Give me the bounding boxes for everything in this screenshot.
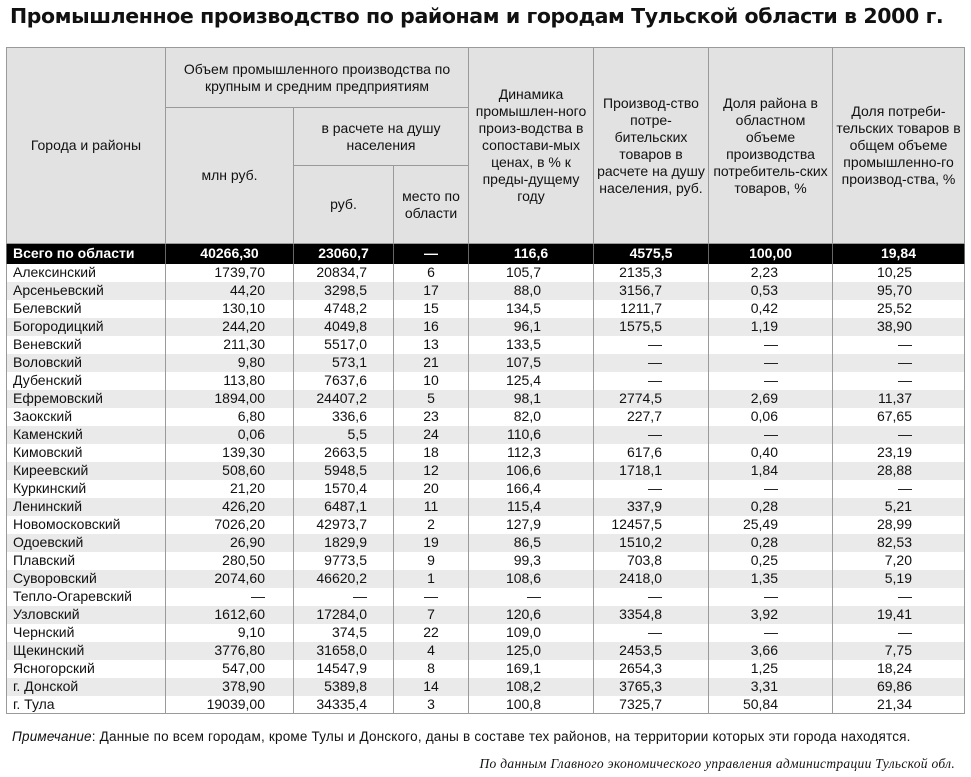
table-cell: 3765,3 [594, 678, 709, 696]
row-label: Ефремовский [7, 390, 166, 408]
table-cell: 3 [394, 696, 469, 714]
table-row [7, 588, 965, 606]
table-row [7, 462, 965, 480]
table-cell: 19,84 [833, 244, 965, 264]
table-cell: 703,8 [594, 552, 709, 570]
header-rub: руб. [294, 166, 394, 244]
table-cell: 44,20 [166, 282, 294, 300]
table-cell: 7 [394, 606, 469, 624]
table-cell: — [709, 480, 833, 498]
row-label: Новомосковский [7, 516, 166, 534]
table-row [7, 372, 965, 390]
table-cell: 1894,00 [166, 390, 294, 408]
table-cell: 2 [394, 516, 469, 534]
table-cell: 14 [394, 678, 469, 696]
table-cell: 20834,7 [294, 264, 394, 282]
row-label: Всего по области [7, 244, 166, 264]
footnote-text: : Данные по всем городам, кроме Тулы и Донского, даны в составе тех районов, на территории которых эти города находятся. [91, 729, 911, 744]
row-label: Дубенский [7, 372, 166, 390]
table-cell: 19 [394, 534, 469, 552]
table-cell: 2453,5 [594, 642, 709, 660]
table-cell: 280,50 [166, 552, 294, 570]
table-row [7, 534, 965, 552]
table-cell: — [394, 588, 469, 606]
table-cell: 547,00 [166, 660, 294, 678]
row-label: Богородицкий [7, 318, 166, 336]
table-cell: 5,21 [833, 498, 965, 516]
table-cell: 11,37 [833, 390, 965, 408]
table-cell: 28,88 [833, 462, 965, 480]
row-label: Белевский [7, 300, 166, 318]
table-cell: 166,4 [469, 480, 594, 498]
table-cell: 105,7 [469, 264, 594, 282]
table-cell: 21,34 [833, 696, 965, 714]
table-cell: 95,70 [833, 282, 965, 300]
table-cell: 2418,0 [594, 570, 709, 588]
table-cell: 88,0 [469, 282, 594, 300]
table-cell: 2,69 [709, 390, 833, 408]
header-place: место по области [394, 166, 469, 244]
table-cell: 0,06 [166, 426, 294, 444]
table-cell: — [833, 426, 965, 444]
row-label: Ленинский [7, 498, 166, 516]
table-row [7, 516, 965, 534]
header-mln: млн руб. [166, 108, 294, 244]
table-cell: 1510,2 [594, 534, 709, 552]
table-cell: 6 [394, 264, 469, 282]
table-cell: 1,35 [709, 570, 833, 588]
table-cell: 134,5 [469, 300, 594, 318]
table-cell: 7637,6 [294, 372, 394, 390]
header-region-share: Доля района в областном объеме производства потребитель-ских товаров, % [709, 48, 833, 244]
table-cell: 5389,8 [294, 678, 394, 696]
table-row [7, 498, 965, 516]
table-cell: 69,86 [833, 678, 965, 696]
table-cell: 169,1 [469, 660, 594, 678]
table-row [7, 264, 965, 282]
table-cell: 120,6 [469, 606, 594, 624]
row-label: Заокский [7, 408, 166, 426]
table-cell: 0,06 [709, 408, 833, 426]
table-cell: 14547,9 [294, 660, 394, 678]
table-cell: 82,53 [833, 534, 965, 552]
table-cell: 7,20 [833, 552, 965, 570]
header-dynamics: Динамика промышлен-ного произ-водства в сопостави-мых ценах, в % к преды-дущему году [469, 48, 594, 244]
table-row [7, 678, 965, 696]
table-cell: 20 [394, 480, 469, 498]
table-cell: 1575,5 [594, 318, 709, 336]
table-cell: — [833, 588, 965, 606]
table-body [7, 244, 965, 714]
table-row [7, 300, 965, 318]
table-cell: 9,10 [166, 624, 294, 642]
table-cell: 0,25 [709, 552, 833, 570]
table-cell: 109,0 [469, 624, 594, 642]
table-cell: 133,5 [469, 336, 594, 354]
table-cell: 22 [394, 624, 469, 642]
table-cell: 573,1 [294, 354, 394, 372]
table-cell: 108,2 [469, 678, 594, 696]
table-row [7, 390, 965, 408]
table-cell: 23060,7 [294, 244, 394, 264]
table-cell: — [709, 624, 833, 642]
table-cell: 21 [394, 354, 469, 372]
table-cell: 4575,5 [594, 244, 709, 264]
table-cell: 5,19 [833, 570, 965, 588]
table-cell: 3776,80 [166, 642, 294, 660]
table-row [7, 552, 965, 570]
table-cell: 11 [394, 498, 469, 516]
table-row [7, 444, 965, 462]
table-cell: 98,1 [469, 390, 594, 408]
table-cell: — [833, 354, 965, 372]
table-cell: — [594, 624, 709, 642]
row-label: Киреевский [7, 462, 166, 480]
table-cell: 34335,4 [294, 696, 394, 714]
table-cell: 130,10 [166, 300, 294, 318]
table-cell: — [709, 354, 833, 372]
table-cell: 100,00 [709, 244, 833, 264]
table-cell: 2074,60 [166, 570, 294, 588]
table-cell: 28,99 [833, 516, 965, 534]
table-cell: 1612,60 [166, 606, 294, 624]
table-cell: 2654,3 [594, 660, 709, 678]
table-cell: 5948,5 [294, 462, 394, 480]
table-cell: 25,49 [709, 516, 833, 534]
table-cell: 17284,0 [294, 606, 394, 624]
table-cell: 3,66 [709, 642, 833, 660]
table-cell: — [594, 426, 709, 444]
table-cell: 13 [394, 336, 469, 354]
table-cell: — [833, 336, 965, 354]
table-cell: 0,53 [709, 282, 833, 300]
table-cell: — [833, 372, 965, 390]
source-note: По данным Главного экономического управления администрации Тульской обл. [479, 756, 955, 771]
table-cell: 6,80 [166, 408, 294, 426]
table-cell: 1,19 [709, 318, 833, 336]
table-row [7, 624, 965, 642]
table-cell: 99,3 [469, 552, 594, 570]
header-consumer-per-capita: Производ-ство потре-бительских товаров в расчете на душу населения, руб. [594, 48, 709, 244]
table-cell: 24 [394, 426, 469, 444]
table-cell: 38,90 [833, 318, 965, 336]
row-label: Чернский [7, 624, 166, 642]
table-cell: 21,20 [166, 480, 294, 498]
table-cell: 12457,5 [594, 516, 709, 534]
table-cell: 7026,20 [166, 516, 294, 534]
table-cell: 40266,30 [166, 244, 294, 264]
table-cell: 96,1 [469, 318, 594, 336]
table-cell: 23 [394, 408, 469, 426]
row-label: Веневский [7, 336, 166, 354]
table-cell: 374,5 [294, 624, 394, 642]
table-cell: 3298,5 [294, 282, 394, 300]
table-cell: 2135,3 [594, 264, 709, 282]
table-cell: 19,41 [833, 606, 965, 624]
table-cell: 82,0 [469, 408, 594, 426]
row-label: Куркинский [7, 480, 166, 498]
row-label: Щекинский [7, 642, 166, 660]
table-cell: 25,52 [833, 300, 965, 318]
table-cell: — [166, 588, 294, 606]
table-cell: 31658,0 [294, 642, 394, 660]
table-cell: 116,6 [469, 244, 594, 264]
table-cell: — [833, 480, 965, 498]
table-cell: 244,20 [166, 318, 294, 336]
table-cell: 5,5 [294, 426, 394, 444]
row-label: Каменский [7, 426, 166, 444]
table-cell: 67,65 [833, 408, 965, 426]
table-row [7, 282, 965, 300]
table-cell: — [594, 480, 709, 498]
row-label: Ясногорский [7, 660, 166, 678]
table-cell: 3354,8 [594, 606, 709, 624]
table-cell: — [833, 624, 965, 642]
table-row [7, 318, 965, 336]
row-label: Одоевский [7, 534, 166, 552]
header-city: Города и районы [7, 48, 166, 244]
row-label: Кимовский [7, 444, 166, 462]
table-cell: 2774,5 [594, 390, 709, 408]
table-cell: 378,90 [166, 678, 294, 696]
table-cell: 1211,7 [594, 300, 709, 318]
table-cell: — [709, 426, 833, 444]
table-cell: 0,42 [709, 300, 833, 318]
table-cell: — [594, 336, 709, 354]
table-cell: 15 [394, 300, 469, 318]
table-cell: 0,28 [709, 498, 833, 516]
row-label: Тепло-Огаревский [7, 588, 166, 606]
table-cell: 617,6 [594, 444, 709, 462]
table-cell: 4 [394, 642, 469, 660]
table-cell: — [469, 588, 594, 606]
table-cell: — [294, 588, 394, 606]
table-cell: 6487,1 [294, 498, 394, 516]
table-cell: 1 [394, 570, 469, 588]
table-cell: 86,5 [469, 534, 594, 552]
table-cell: 508,60 [166, 462, 294, 480]
table-cell: 127,9 [469, 516, 594, 534]
table-cell: 26,90 [166, 534, 294, 552]
table-cell: 1,25 [709, 660, 833, 678]
table-cell: 0,40 [709, 444, 833, 462]
table-cell: 9 [394, 552, 469, 570]
header-volume-group: Объем промышленного производства по крупным и средним предприятиям [166, 48, 469, 108]
table-cell: 2663,5 [294, 444, 394, 462]
table-cell: 5517,0 [294, 336, 394, 354]
header-per-capita-group: в расчете на душу населения [294, 108, 469, 166]
table-cell: 10,25 [833, 264, 965, 282]
table-cell: 113,80 [166, 372, 294, 390]
table-cell: 9773,5 [294, 552, 394, 570]
header-consumer-share: Доля потреби-тельских товаров в общем объеме промышленно-го производ-ства, % [833, 48, 965, 244]
table-row [7, 480, 965, 498]
row-label: Воловский [7, 354, 166, 372]
table-row [7, 606, 965, 624]
production-table [6, 47, 965, 714]
table-row [7, 660, 965, 678]
table-cell: 1,84 [709, 462, 833, 480]
row-label: г. Донской [7, 678, 166, 696]
table-row [7, 408, 965, 426]
table-cell: 17 [394, 282, 469, 300]
row-label: Алексинский [7, 264, 166, 282]
table-cell: 7325,7 [594, 696, 709, 714]
table-cell: 112,3 [469, 444, 594, 462]
row-label: г. Тула [7, 696, 166, 714]
table-row [7, 570, 965, 588]
table-cell: 1718,1 [594, 462, 709, 480]
table-cell: 9,80 [166, 354, 294, 372]
total-row [7, 244, 965, 264]
table-cell: 139,30 [166, 444, 294, 462]
table-cell: 3,92 [709, 606, 833, 624]
table-row [7, 696, 965, 714]
table-cell: 1739,70 [166, 264, 294, 282]
table-cell: 2,23 [709, 264, 833, 282]
table-cell: — [709, 588, 833, 606]
table-cell: 211,30 [166, 336, 294, 354]
table-cell: 108,6 [469, 570, 594, 588]
table-cell: 8 [394, 660, 469, 678]
table-cell: 4748,2 [294, 300, 394, 318]
table-cell: 3,31 [709, 678, 833, 696]
row-label: Плавский [7, 552, 166, 570]
table-cell: 125,4 [469, 372, 594, 390]
table-cell: 426,20 [166, 498, 294, 516]
table-cell: 337,9 [594, 498, 709, 516]
table-cell: 5 [394, 390, 469, 408]
table-cell: 7,75 [833, 642, 965, 660]
table-cell: 18,24 [833, 660, 965, 678]
page-title: Промышленное производство по районам и городам Тульской области в 2000 г. [10, 4, 944, 28]
table-cell: — [709, 372, 833, 390]
table-cell: 3156,7 [594, 282, 709, 300]
table-row [7, 426, 965, 444]
table-row [7, 336, 965, 354]
footnote-label: Примечание [12, 729, 92, 744]
table-cell: 12 [394, 462, 469, 480]
table-cell: 336,6 [294, 408, 394, 426]
table-cell: 42973,7 [294, 516, 394, 534]
table-cell: 110,6 [469, 426, 594, 444]
table-cell: 50,84 [709, 696, 833, 714]
row-label: Арсеньевский [7, 282, 166, 300]
table-cell: — [394, 244, 469, 264]
table-cell: 4049,8 [294, 318, 394, 336]
table-cell: 107,5 [469, 354, 594, 372]
table-cell: 1829,9 [294, 534, 394, 552]
table-cell: 19039,00 [166, 696, 294, 714]
row-label: Узловский [7, 606, 166, 624]
table-cell: 1570,4 [294, 480, 394, 498]
table-cell: — [594, 372, 709, 390]
table-row [7, 354, 965, 372]
table-cell: 227,7 [594, 408, 709, 426]
table-cell: 125,0 [469, 642, 594, 660]
table-cell: 24407,2 [294, 390, 394, 408]
table-cell: — [594, 354, 709, 372]
table-header [7, 48, 965, 244]
table-cell: — [709, 336, 833, 354]
table-row [7, 642, 965, 660]
table-cell: — [594, 588, 709, 606]
table-cell: 23,19 [833, 444, 965, 462]
table-cell: 0,28 [709, 534, 833, 552]
footnote [12, 727, 962, 747]
table-cell: 115,4 [469, 498, 594, 516]
table-cell: 46620,2 [294, 570, 394, 588]
row-label: Суворовский [7, 570, 166, 588]
table-cell: 106,6 [469, 462, 594, 480]
table-cell: 18 [394, 444, 469, 462]
table-cell: 16 [394, 318, 469, 336]
table-cell: 10 [394, 372, 469, 390]
table-cell: 100,8 [469, 696, 594, 714]
